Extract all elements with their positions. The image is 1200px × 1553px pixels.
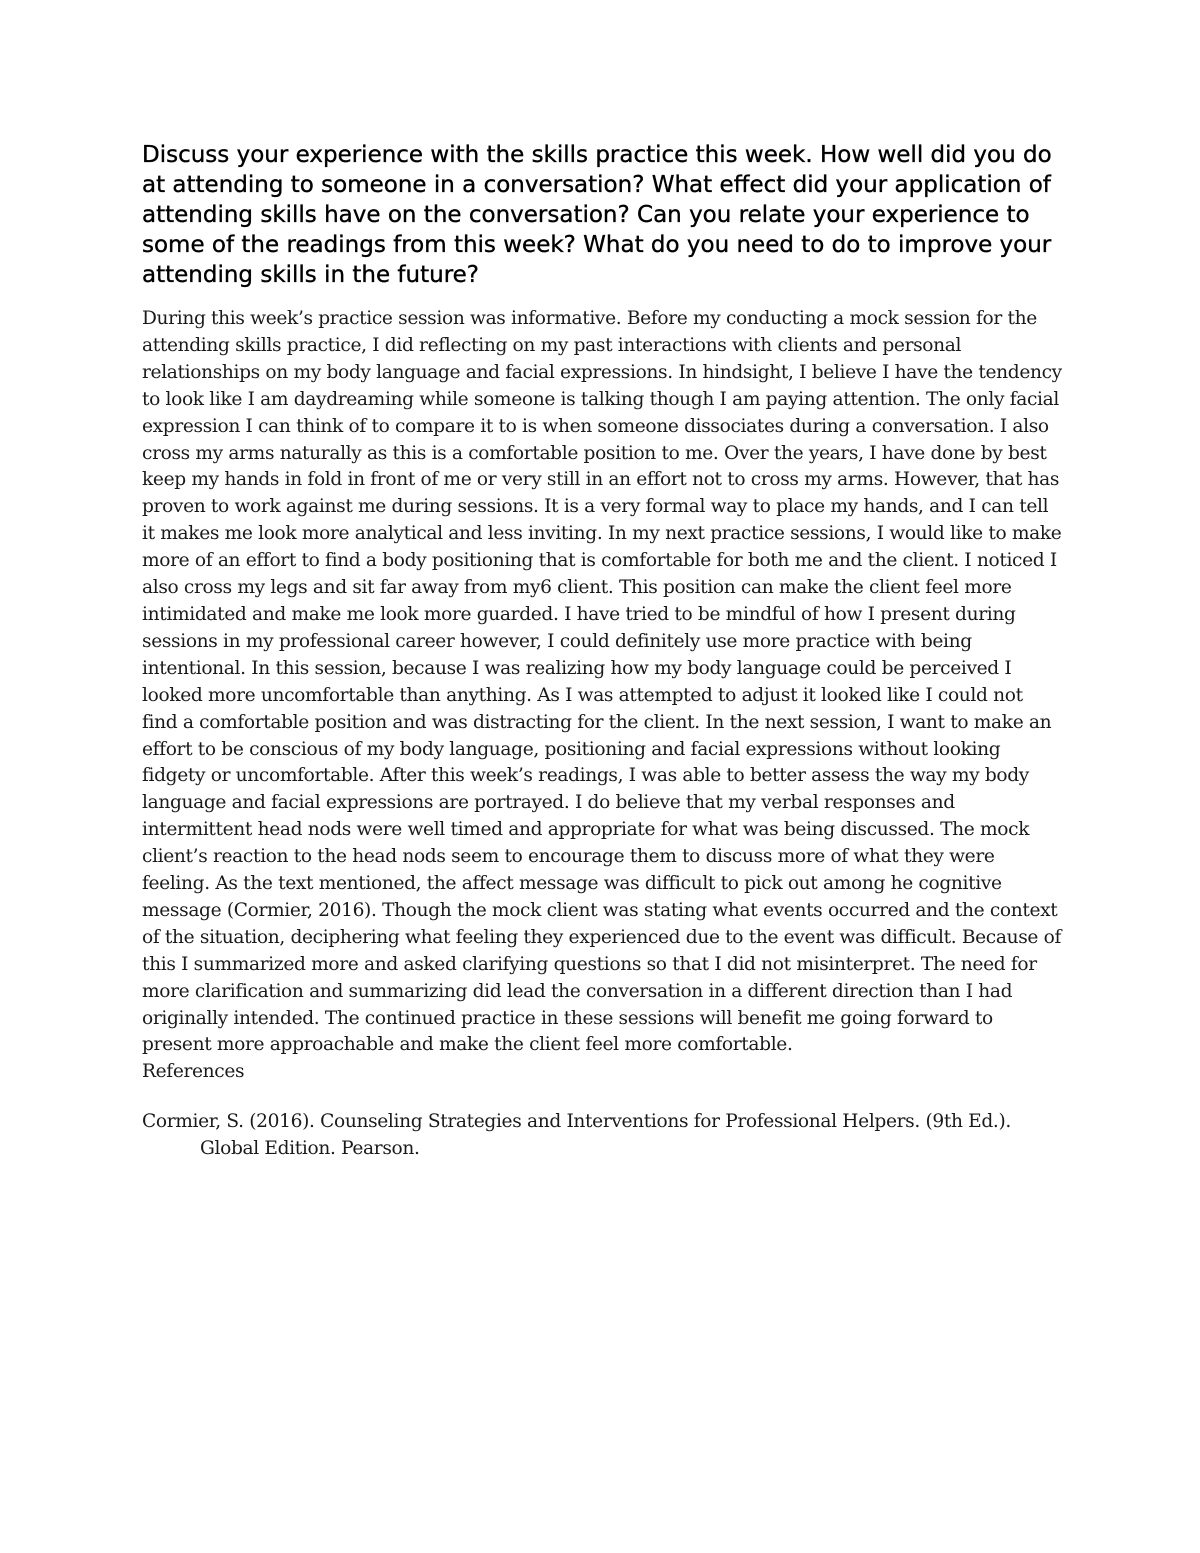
discussion-question: Discuss your experience with the skills practice this week. How well did you do at attending to someone in a conversation? What effect did your application of attending skills have on the conversation? Can you relate your experience to some of the readings from this week? What do you need to do to improve your attending skills in the future? xyxy=(142,142,1052,288)
reference-citation: Cormier, S. (2016). Counseling Strategies and Interventions for Professional Helpers. (9th Ed.). Global Edition. Pearson. xyxy=(142,1111,1011,1160)
document-body xyxy=(142,140,1062,1162)
references-heading: References xyxy=(142,1061,245,1083)
response-paragraph: During this week’s practice session was informative. Before my conducting a mock session for the attending skills practice, I did reflecting on my past interactions with clients and personal relationships on my body language and facial expressions. In hindsight, I believe I have the tendency to look like I am daydreaming while someone is talking though I am paying attention. The only facial expression I can think of to compare it to is when someone dissociates during a conversation. I also cross my arms naturally as this is a comfortable position to me. Over the years, I have done by best keep my hands in fold in front of me or very still in an effort not to cross my arms. However, that has proven to work against me during sessions. It is a very formal way to place my hands, and I can tell it makes me look more analytical and less inviting. In my next practice sessions, I would like to make more of an effort to find a body positioning that is comfortable for both me and the client. I noticed I also cross my legs and sit far away from my6 client. This position can make the client feel more intimidated and make me look more guarded. I have tried to be mindful of how I present during sessions in my professional career however, I could definitely use more practice with being intentional. In this session, because I was realizing how my body language could be perceived I looked more uncomfortable than anything. As I was attempted to adjust it looked like I could not find a comfortable position and was distracting for the client. In the next session, I want to make an effort to be conscious of my body language, positioning and facial expressions without looking fidgety or uncomfortable. After this week’s readings, I was able to better assess the way my body language and facial expressions are portrayed. I do believe that my verbal responses and intermittent head nods were well timed and appropriate for what was being discussed. The mock client’s reaction to the head nods seem to encourage them to discuss more of what they were feeling. As the text mentioned, the affect message was difficult to pick out among he cognitive message (Cormier, 2016). Though the mock client was stating what events occurred and the context of the situation, deciphering what feeling they experienced due to the event was difficult. Because of this I summarized more and asked clarifying questions so that I did not misinterpret. The need for more clarification and summarizing did lead the conversation in a different direction than I had originally intended. The continued practice in these sessions will benefit me going forward to present more approachable and make the client feel more comfortable. xyxy=(142,308,1062,1056)
